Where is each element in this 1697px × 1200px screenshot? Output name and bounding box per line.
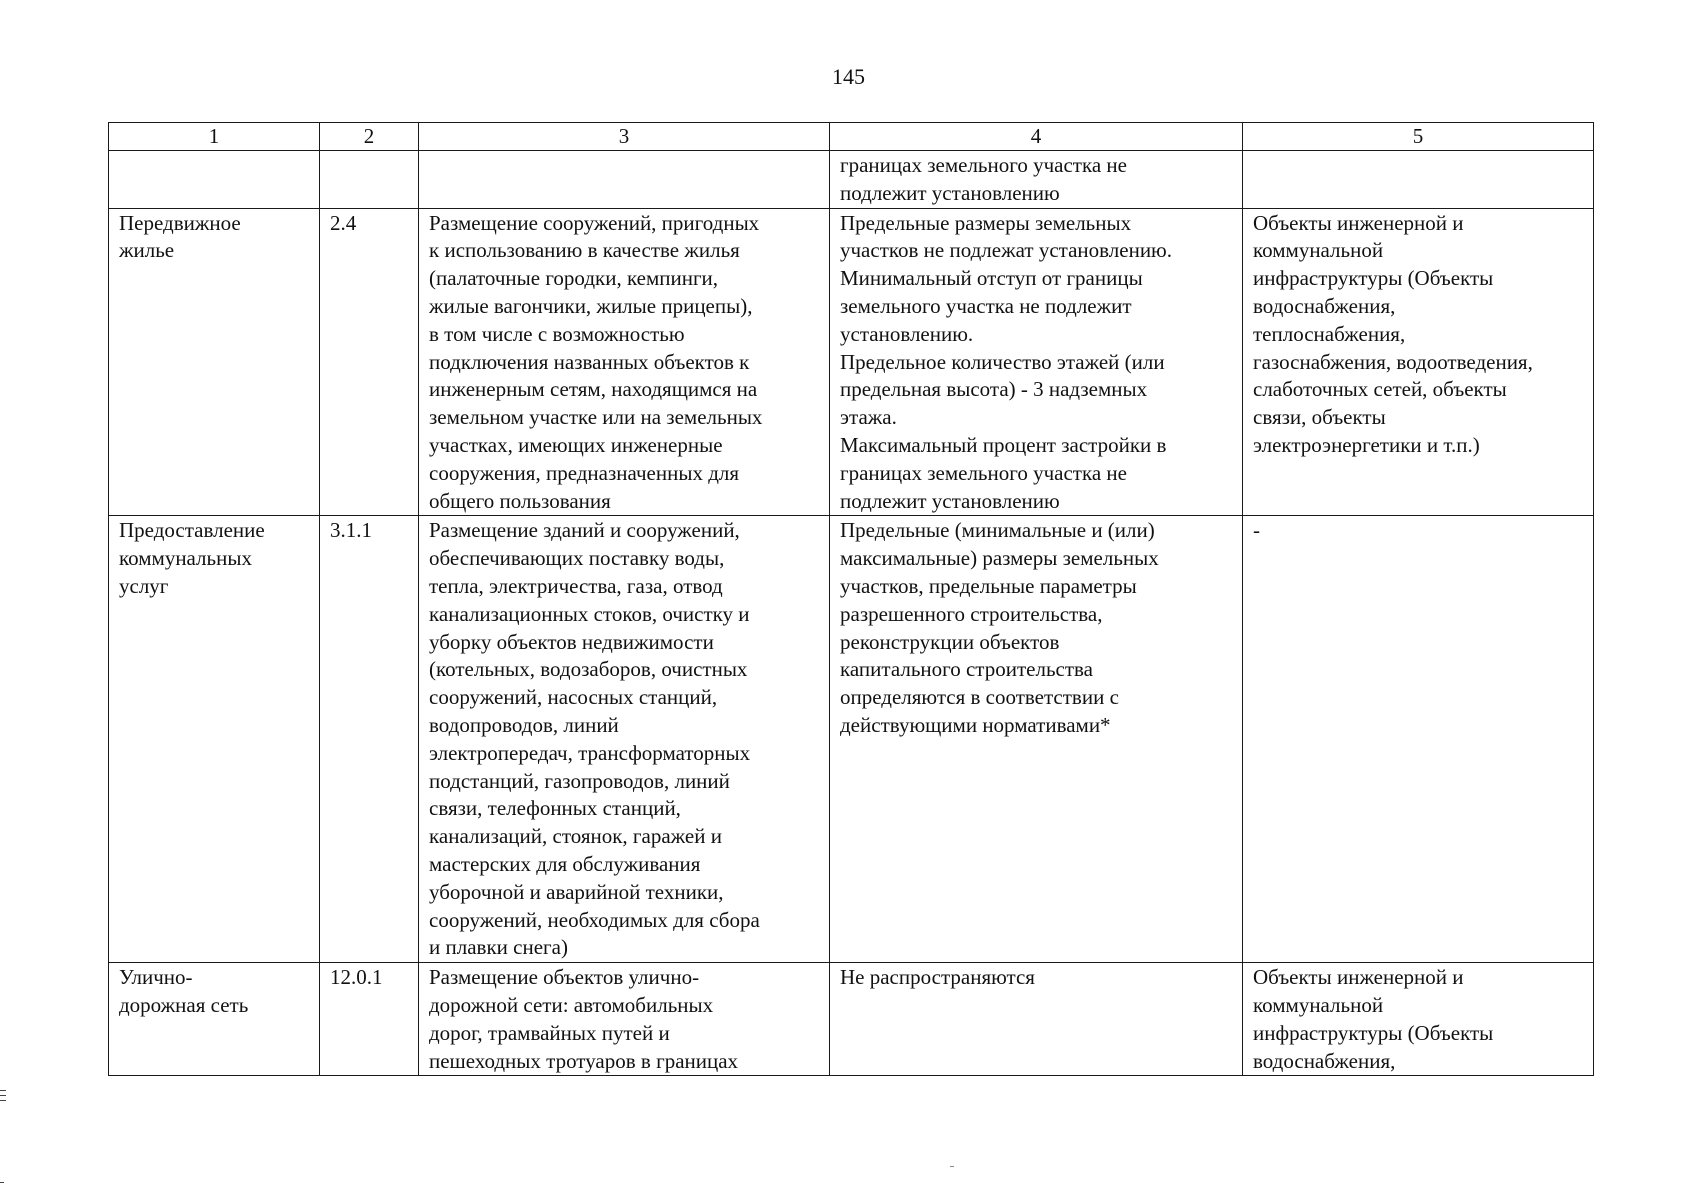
use-code-cell bbox=[320, 208, 419, 516]
column-header-5: 5 bbox=[1243, 123, 1594, 151]
use-objects: - bbox=[1253, 518, 1260, 543]
use-parameters-cell bbox=[830, 208, 1243, 516]
table-row bbox=[109, 208, 1594, 516]
use-parameters-cell bbox=[830, 151, 1243, 209]
scan-margin-mark bbox=[0, 1182, 4, 1183]
scan-speck bbox=[950, 1166, 954, 1167]
use-name-cell bbox=[109, 516, 320, 963]
use-code-cell bbox=[320, 151, 419, 209]
use-parameters: Предельные (минимальные и (или) максимальные) размеры земельных участков, предельные параметры разрешенного строительства, реконструкции объектов капитального строительства определяются в соответствии с действующими нормативами* bbox=[840, 518, 1159, 737]
use-code: 12.0.1 bbox=[330, 965, 383, 990]
use-code: 2.4 bbox=[330, 210, 357, 235]
use-description-cell bbox=[419, 963, 830, 1076]
scan-margin-mark bbox=[0, 1095, 6, 1096]
use-objects-cell bbox=[1243, 208, 1594, 516]
use-objects-cell bbox=[1243, 151, 1594, 209]
scan-margin-mark bbox=[0, 1090, 6, 1091]
column-header-2: 2 bbox=[320, 123, 419, 151]
use-name-cell bbox=[109, 963, 320, 1076]
zoning-table bbox=[108, 122, 1594, 1076]
use-description-cell bbox=[419, 516, 830, 963]
use-objects: Объекты инженерной и коммунальной инфраструктуры (Объекты водоснабжения, bbox=[1253, 965, 1494, 1073]
use-description-cell bbox=[419, 208, 830, 516]
use-name: Улично- дорожная сеть bbox=[119, 965, 249, 1017]
use-name-cell bbox=[109, 151, 320, 209]
use-parameters: границах земельного участка не подлежит установлению bbox=[840, 153, 1127, 205]
use-code-cell bbox=[320, 963, 419, 1076]
use-description: Размещение сооружений, пригодных к использованию в качестве жилья (палаточные городки, кемпинги, жилые вагончики, жилые прицепы), в том числе с возможностью подключения названных объектов к инженерным сетям, находящимся на земельном участке или на земельных участках, имеющих инженерные сооружения, предназначенных для общего пользования bbox=[429, 210, 763, 513]
use-code-cell bbox=[320, 516, 419, 963]
use-name-cell bbox=[109, 208, 320, 516]
use-name: Передвижное жилье bbox=[119, 210, 241, 263]
use-parameters: Предельные размеры земельных участков не подлежат установлению. Минимальный отступ от границы земельного участка не подлежит установлению. Предельное количество этажей (или предельная высота) - 3 надземных этажа. Максимальный процент застройки в границах земельного участка не подлежит установлению bbox=[840, 210, 1172, 513]
header-row bbox=[109, 123, 1594, 151]
table-row bbox=[109, 963, 1594, 1076]
use-parameters-cell bbox=[830, 516, 1243, 963]
table-row bbox=[109, 151, 1594, 209]
scan-margin-mark bbox=[0, 1100, 6, 1101]
use-parameters-cell bbox=[830, 963, 1243, 1076]
use-code: 3.1.1 bbox=[330, 518, 372, 543]
table-row bbox=[109, 516, 1594, 963]
use-objects: Объекты инженерной и коммунальной инфраструктуры (Объекты водоснабжения, теплоснабжения, газоснабжения, водоотведения, слаботочных сетей, объекты связи, объекты электроэнергетики и т.п.) bbox=[1253, 210, 1533, 457]
column-header-1: 1 bbox=[109, 123, 320, 151]
page-number: 145 bbox=[832, 64, 865, 89]
use-parameters: Не распространяются bbox=[840, 965, 1035, 990]
use-description-cell bbox=[419, 151, 830, 209]
column-header-4: 4 bbox=[830, 123, 1243, 151]
use-description: Размещение зданий и сооружений, обеспечивающих поставку воды, тепла, электричества, газа, отвод канализационных стоков, очистку и уборку объектов недвижимости (котельных, водозаборов, очистных сооружений, насосных станций, водопроводов, линий электропередач, трансформаторных подстанций, газопроводов, линий связи, телефонных станций, канализаций, стоянок, гаражей и мастерских для обслуживания уборочной и аварийной техники, сооружений, необходимых для сбора и плавки снега) bbox=[429, 518, 760, 960]
column-header-3: 3 bbox=[419, 123, 830, 151]
use-objects-cell bbox=[1243, 963, 1594, 1076]
use-objects-cell bbox=[1243, 516, 1594, 963]
use-description: Размещение объектов улично- дорожной сети: автомобильных дорог, трамвайных путей и пешеходных тротуаров в границах bbox=[429, 965, 739, 1073]
use-name: Предоставление коммунальных услуг bbox=[119, 518, 265, 598]
